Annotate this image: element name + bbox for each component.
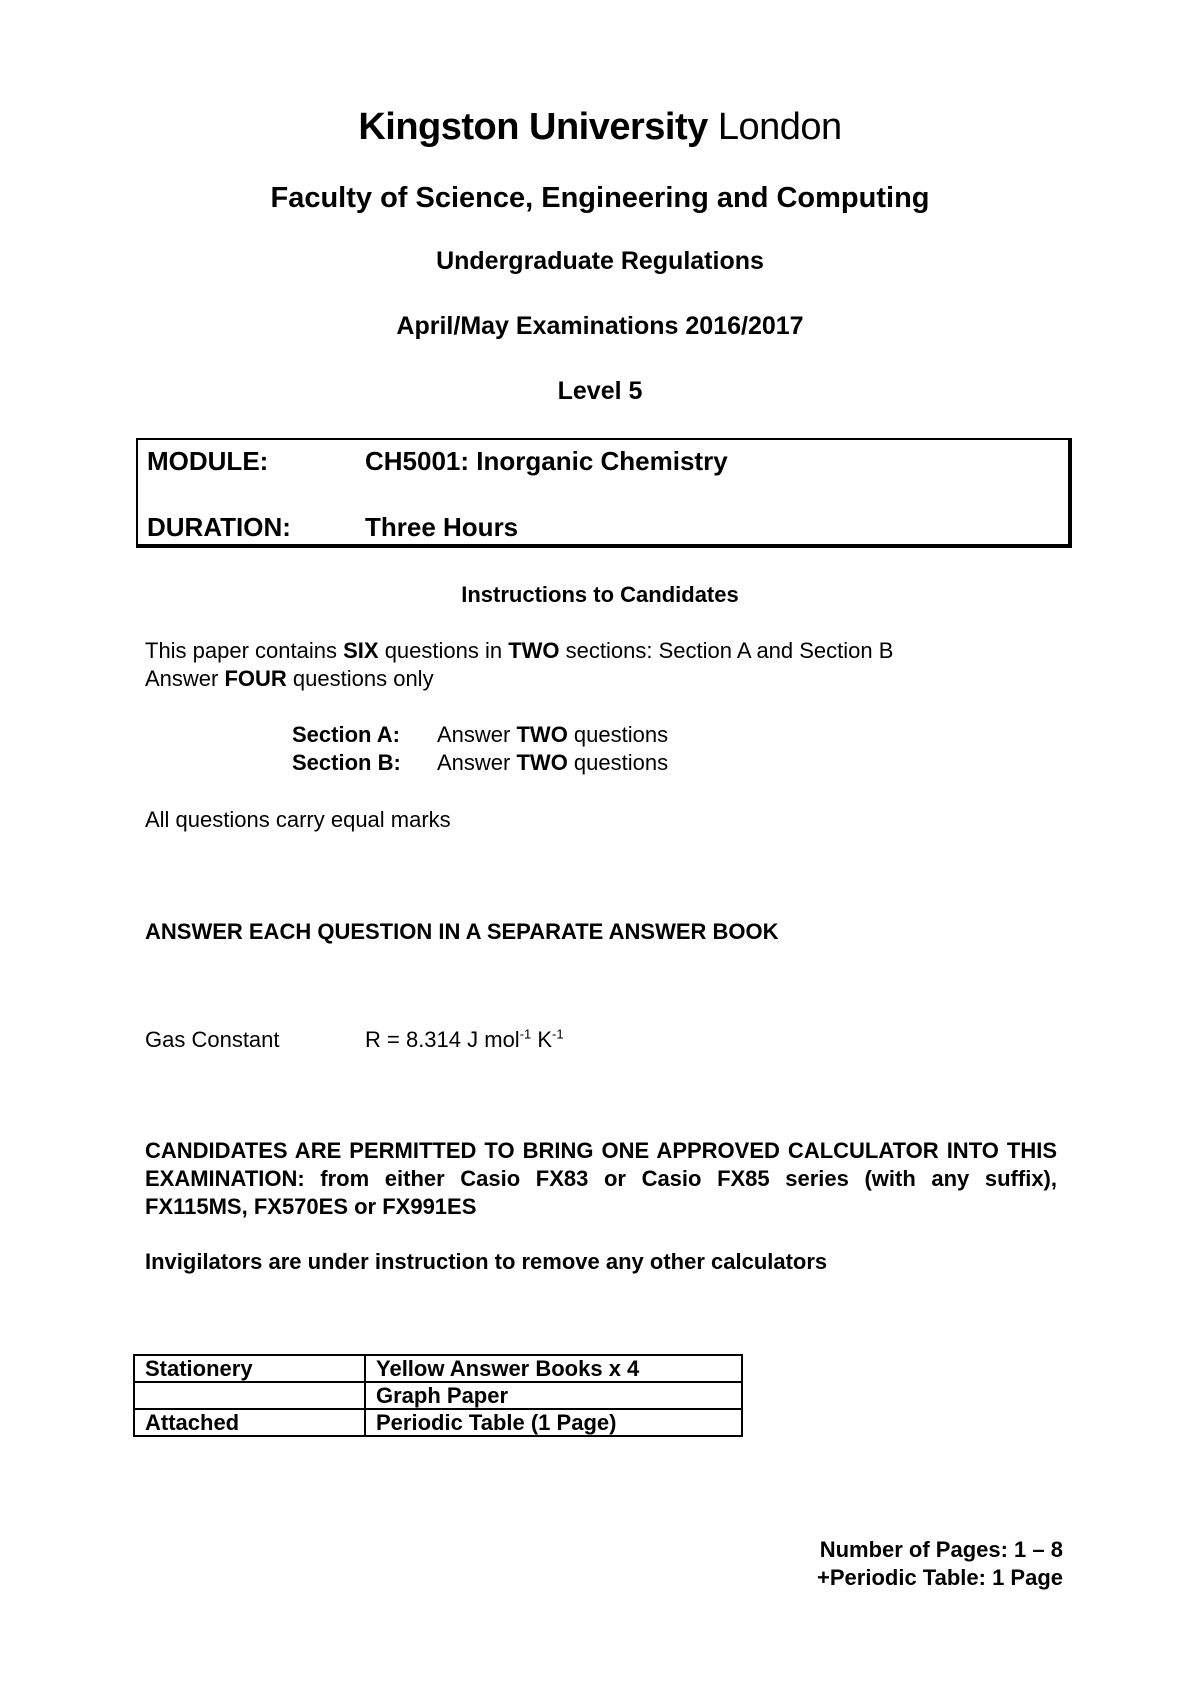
invigilator-notice: Invigilators are under instruction to remove any other calculators (145, 1249, 828, 1274)
instructions-text: Answer (437, 722, 517, 747)
instructions-line-1 (145, 638, 893, 664)
calculator-permission: CANDIDATES ARE PERMITTED TO BRING ONE APPROVED CALCULATOR INTO THIS EXAMINATION: from either Casio FX83 or Casio FX85 series (with any suffix), FX115MS, FX570ES or FX991ES (145, 1138, 1057, 1219)
section-b-label: Section B: (292, 750, 401, 775)
section-b-count: TWO (516, 750, 568, 775)
level-title: Level 5 (557, 377, 643, 405)
regulations-title: Undergraduate Regulations (436, 247, 764, 275)
instructions-text: This paper contains (145, 638, 344, 663)
instructions-line-2 (145, 666, 434, 692)
equal-marks-note: All questions carry equal marks (145, 807, 451, 832)
exam-session-title: April/May Examinations 2016/2017 (396, 312, 804, 340)
instructions-text: Answer (437, 750, 517, 775)
duration-value: Three Hours (365, 512, 519, 542)
table-row (134, 1409, 742, 1436)
periodic-table-count: +Periodic Table: 1 Page (817, 1565, 1063, 1590)
table-cell: Yellow Answer Books x 4 (365, 1355, 742, 1382)
gas-constant-label: Gas Constant (145, 1027, 280, 1052)
instructions-heading: Instructions to Candidates (461, 582, 739, 607)
exponent: -1 (552, 1026, 564, 1042)
instructions-text: questions (567, 722, 669, 747)
separate-book-notice: ANSWER EACH QUESTION IN A SEPARATE ANSWER BOOK (145, 919, 779, 944)
logo-city-name: London (717, 106, 842, 148)
section-b-instruction (437, 750, 668, 776)
answer-count: FOUR (224, 666, 287, 691)
instructions-text: questions (567, 750, 669, 775)
table-cell (134, 1382, 365, 1409)
university-logo (0, 106, 1200, 149)
section-a-instruction (437, 722, 668, 748)
table-cell: Periodic Table (1 Page) (365, 1409, 742, 1436)
duration-label: DURATION: (147, 512, 291, 542)
page-count: Number of Pages: 1 – 8 (819, 1537, 1063, 1562)
instructions-text: questions in (378, 638, 509, 663)
stationery-table (133, 1354, 743, 1437)
faculty-title: Faculty of Science, Engineering and Computing (270, 182, 930, 214)
table-row (134, 1355, 742, 1382)
module-value: CH5001: Inorganic Chemistry (365, 446, 728, 476)
table-cell: Stationery (134, 1355, 365, 1382)
gas-constant-text: R = 8.314 J mol (365, 1027, 520, 1052)
table-row (134, 1382, 742, 1409)
table-cell: Attached (134, 1409, 365, 1436)
section-a-count: TWO (516, 722, 568, 747)
question-count: SIX (343, 638, 379, 663)
exponent: -1 (519, 1026, 532, 1042)
module-label: MODULE: (147, 446, 269, 476)
section-count: TWO (508, 638, 560, 663)
gas-constant-text: K (531, 1027, 553, 1052)
logo-university-name: Kingston University (358, 106, 708, 148)
instructions-text: Answer (145, 666, 225, 691)
instructions-text: questions only (286, 666, 434, 691)
instructions-text: sections: Section A and Section B (559, 638, 894, 663)
section-a-label: Section A: (292, 722, 400, 747)
gas-constant-value (365, 1027, 564, 1053)
table-cell: Graph Paper (365, 1382, 742, 1409)
